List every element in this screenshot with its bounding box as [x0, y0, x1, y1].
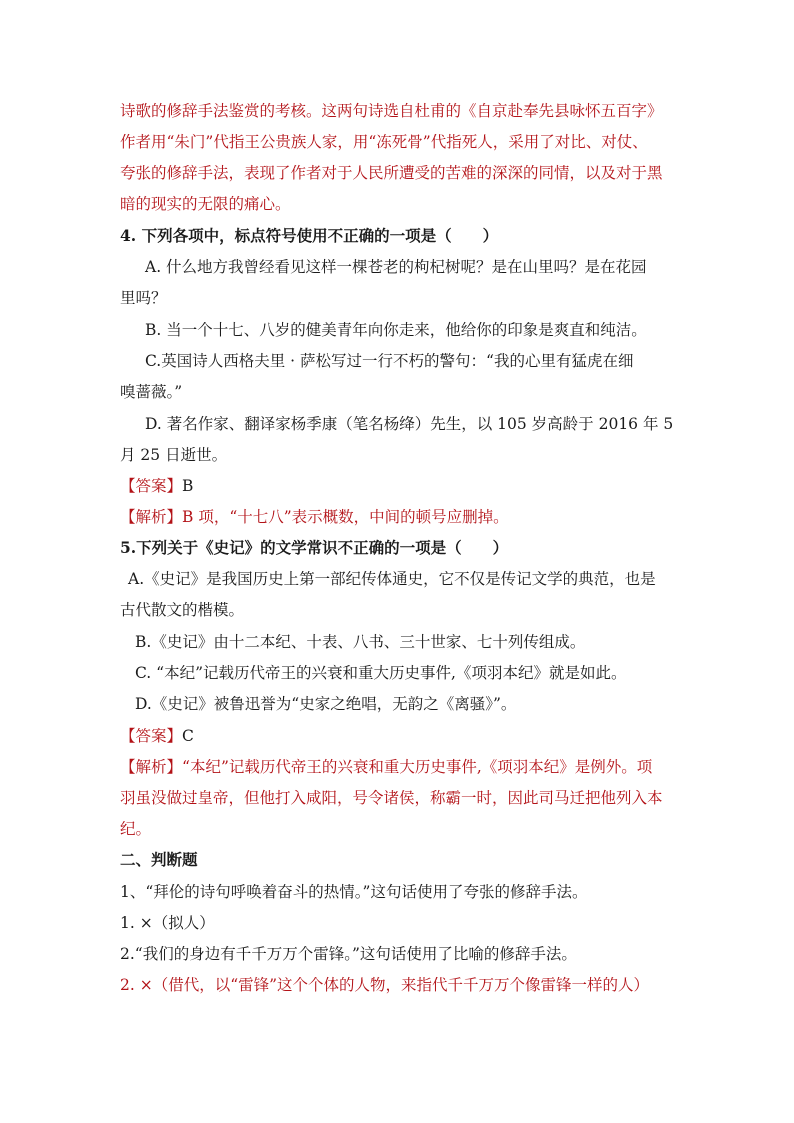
q5-analysis-cont: 纪。 [120, 820, 152, 838]
q4-option-a-cont: 里吗？ [120, 289, 167, 307]
section-heading: 二、判断题 [120, 850, 198, 869]
q5-option-a-cont: 古代散文的楷模。 [120, 601, 245, 619]
answer-value: C [182, 727, 194, 745]
analysis-label: 【解析】 [120, 758, 183, 776]
q4-option-d: D. 著名作家、翻译家杨季康（笔名杨绛）先生，以 105 岁高龄于 2016 年 5 [145, 415, 674, 433]
q4-option-d-cont: 月 25 日逝世。 [120, 446, 228, 464]
explanation-line: 夸张的修辞手法，表现了作者对于人民所遭受的苦难的深深的同情，以及对于黑 [120, 164, 663, 182]
question-4-stem: 4. 下列各项中，标点符号使用不正确的一项是（ ） [120, 226, 499, 245]
answer-label: 【答案】 [120, 477, 183, 495]
q5-option-b: B.《史记》由十二本纪、十表、八书、三十世家、七十列传组成。 [135, 633, 586, 651]
q4-option-c-cont: 嗅蔷薇。” [120, 383, 183, 401]
question-5-stem: 5.下列关于《史记》的文学常识不正确的一项是（ ） [120, 538, 509, 557]
analysis-text: B 项，“十七八”表示概数，中间的顿号应删掉。 [182, 508, 509, 526]
q4-option-b: B. 当一个十七、八岁的健美青年向你走来，他给你的印象是爽直和纯洁。 [145, 321, 647, 339]
q4-option-a: A. 什么地方我曾经看见这样一棵苍老的枸杞树呢？是在山里吗？是在花园 [145, 258, 647, 276]
q4-answer [120, 476, 193, 496]
analysis-label: 【解析】 [120, 508, 183, 526]
explanation-line: 暗的现实的无限的痛心。 [120, 195, 291, 213]
answer-label: 【答案】 [120, 727, 183, 745]
q5-answer [120, 726, 194, 746]
judgement-answer-2: 2. ×（借代，以“雷锋”这个个体的人物，来指代千千万万个像雷锋一样的人） [120, 976, 650, 994]
explanation-line: 诗歌的修辞手法鉴赏的考核。这两句诗选自杜甫的《自京赴奉先县咏怀五百字》 [120, 102, 663, 120]
analysis-text: “本纪”记载历代帝王的兴衰和重大历史事件,《项羽本纪》是例外。项 [182, 758, 653, 776]
q5-analysis [120, 757, 652, 777]
q5-option-d: D.《史记》被鲁迅誉为“史家之绝唱，无韵之《离骚》”。 [135, 695, 517, 713]
judgement-question-2: 2.“我们的身边有千千万万个雷锋。”这句话使用了比喻的修辞手法。 [120, 945, 577, 963]
q4-analysis [120, 507, 509, 527]
q4-option-c: C.英国诗人西格夫里 · 萨松写过一行不朽的警句：“我的心里有猛虎在细 [145, 352, 634, 370]
judgement-question-1: 1、“拜伦的诗句呼唤着奋斗的热情。”这句话使用了夸张的修辞手法。 [120, 883, 588, 901]
judgement-answer-1: 1. ×（拟人） [120, 914, 215, 932]
q5-option-a: A.《史记》是我国历史上第一部纪传体通史，它不仅是传记文学的典范，也是 [128, 570, 656, 588]
explanation-line: 作者用“朱门”代指王公贵族人家，用“冻死骨”代指死人，采用了对比、对仗、 [120, 133, 648, 151]
q5-analysis-cont: 羽虽没做过皇帝，但他打入咸阳，号令诸侯，称霸一时，因此司马迁把他列入本 [120, 789, 663, 807]
answer-value: B [182, 477, 194, 495]
q5-option-c: C. “本纪”记载历代帝王的兴衰和重大历史事件,《项羽本纪》就是如此。 [135, 664, 627, 682]
